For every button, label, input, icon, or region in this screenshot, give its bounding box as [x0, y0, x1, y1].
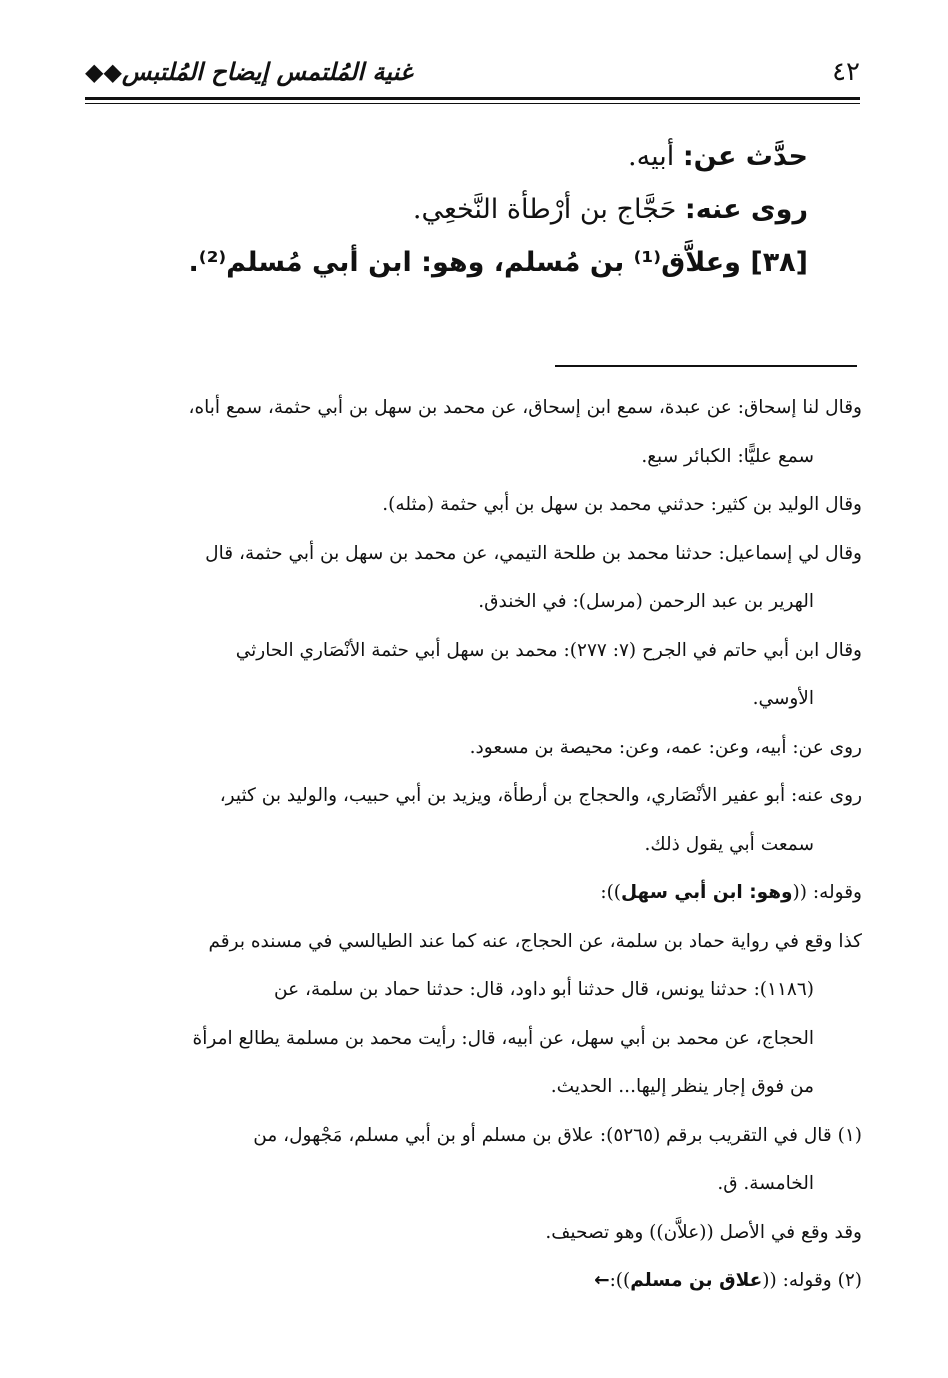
narrated-from-label: حدَّث عن:: [682, 141, 808, 172]
narrated-from-text: أبيه.: [628, 141, 683, 172]
note-line: سمع عليًّا: الكبائر سبع.: [641, 445, 814, 467]
main-text: [108, 130, 808, 289]
note-quote-bold: علاق بن مسلم: [630, 1270, 763, 1291]
note-line: روى عن: أبيه، وعن: عمه، وعن: محيصة بن مسعود.: [469, 736, 862, 758]
note-quote-open: وقوله: ((: [792, 882, 862, 903]
note-line: وقد وقع في الأصل ((علاَّن)) وهو تصحيف.: [545, 1221, 862, 1243]
note-line: من فوق إجار ينظر إليها... الحديث.: [550, 1076, 814, 1097]
note-line: الخامسة. ق.: [717, 1173, 814, 1194]
note-quote-open: (٢) وقوله: ((: [762, 1270, 862, 1291]
note-line: الأوسي.: [752, 688, 814, 709]
continue-arrow-icon: ←: [594, 1270, 610, 1291]
note-line: الهرير بن عبد الرحمن (مرسل): في الخندق.: [478, 591, 814, 612]
main-line-1: [108, 130, 808, 183]
header-rule-thick: [85, 97, 860, 100]
note-quote-close: )):: [609, 1270, 631, 1291]
note-line: الحجاج، عن محمد بن أبي سهل، عن أبيه، قال: رأيت محمد بن مسلمة يطالع امرأة: [192, 1027, 814, 1049]
note-quote-bold: وهو: ابن أبي سهل: [621, 882, 793, 903]
footnotes: [82, 384, 862, 1306]
note-line: [82, 869, 862, 918]
note-line: كذا وقع في رواية حماد بن سلمة، عن الحجاج، عنه كما عند الطيالسي في مسنده برقم: [208, 930, 862, 952]
note-line: وقال لنا إسحاق: عن عبدة، سمع ابن إسحاق، عن محمد بن سهل بن أبي حثمة، سمع أباه،: [188, 397, 862, 418]
entry-title: وعلاَّق⁽¹⁾ بن مُسلم، وهو: ابن أبي مُسلم⁽²⁾.: [188, 247, 751, 278]
page-number: ٤٢: [832, 57, 860, 87]
page-header: [85, 55, 860, 101]
note-line: وقال لي إسماعيل: حدثنا محمد بن طلحة التيمي، عن محمد بن سهل بن أبي حثمة، قال: [205, 542, 862, 564]
header-rule-thin: [85, 103, 860, 104]
footnote-2: [82, 1257, 862, 1306]
footnote-1: (١) قال في التقريب برقم (٥٢٦٥): علاق بن مسلم أو بن أبي مسلم، مَجْهول، من: [253, 1124, 862, 1146]
note-line: روى عنه: أبو عفير الأنْصَاري، والحجاج بن أرطأة، ويزيد بن أبي حبيب، والوليد بن كثير،: [219, 785, 862, 806]
note-line: (١١٨٦): حدثنا يونس، قال حدثنا أبو داود، قال: حدثنا حماد بن سلمة، عن: [274, 979, 814, 1000]
note-line: وقال ابن أبي حاتم في الجرح (٧: ٢٧٧): محمد بن سهل أبي حثمة الأنْصَاري الحارثي: [235, 639, 862, 661]
narrated-by-text: حَجَّاج بن أرْطأة النَّخعِي.: [412, 194, 685, 225]
footnote-separator: [555, 365, 857, 367]
note-line: وقال الوليد بن كثير: حدثني محمد بن سهل بن أبي حثمة (مثله).: [382, 494, 862, 515]
main-line-3: [108, 236, 808, 289]
narrated-by-label: روى عنه:: [684, 194, 808, 225]
running-title: غنية المُلتمس إيضاح المُلتبس◆◆: [85, 57, 413, 86]
note-quote-close: )):: [600, 882, 622, 903]
entry-number: [٣٨]: [750, 247, 808, 278]
main-line-2: [108, 183, 808, 236]
note-line: سمعت أبي يقول ذلك.: [644, 833, 814, 855]
